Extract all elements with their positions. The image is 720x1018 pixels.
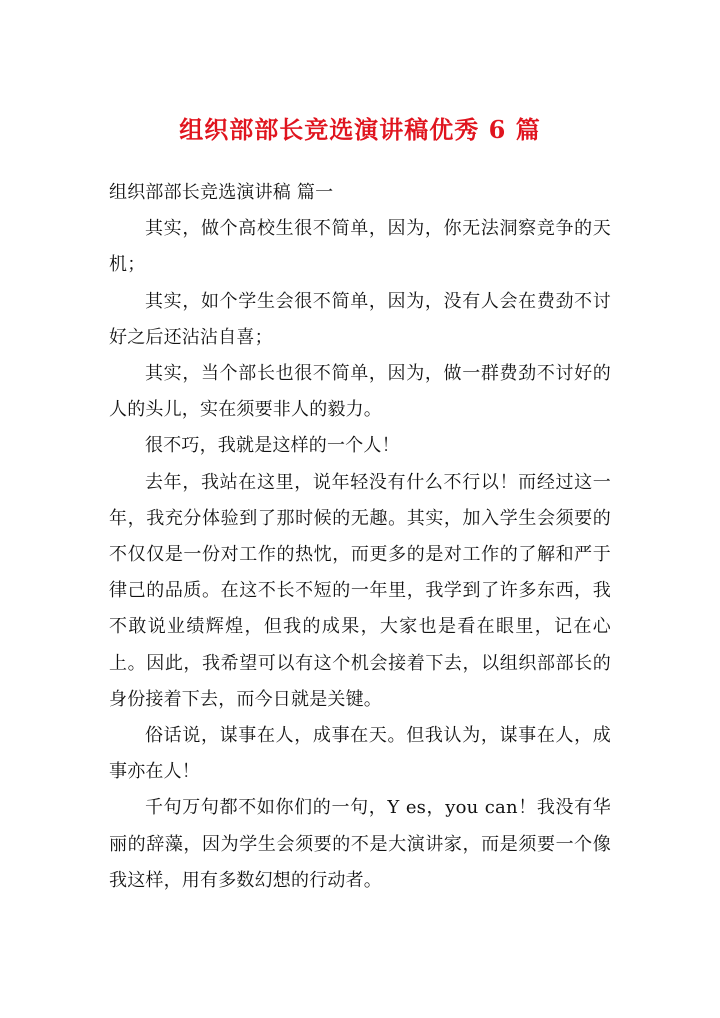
paragraph: 其实，做个高校生很不简单，因为，你无法洞察竞争的天机； — [109, 218, 611, 276]
paragraph: 俗话说，谋事在人，成事在天。但我认为，谋事在人，成事亦在人！ — [109, 725, 611, 783]
document-body — [109, 175, 611, 899]
paragraph: 去年，我站在这里，说年轻没有什么不行以！而经过这一年，我充分体验到了那时候的无趣。其实，加入学生会须要的不仅仅是一份对工作的热忱，而更多的是对工作的了解和严于律己的品质。在这不长不短的一年里，我学到了许多东西，我不敢说业绩辉煌，但我的成果，大家也是看在眼里，记在心上。因此，我希望可以有这个机会接着下去，以组织部部长的身份接着下去，而今日就是关键。 — [109, 471, 611, 710]
paragraph: 千句万句都不如你们的一句，Y es，you can！我没有华丽的辞藻，因为学生会须要的不是大演讲家，而是须要一个像我这样，用有多数幻想的行动者。 — [109, 797, 611, 891]
document-title: 组织部部长竞选演讲稿优秀 6 篇 — [179, 115, 541, 144]
section-heading: 组织部部长竞选演讲稿 篇一 — [109, 182, 334, 203]
paragraph: 很不巧，我就是这样的一个人！ — [145, 435, 400, 457]
paragraph: 其实，如个学生会很不简单，因为，没有人会在费劲不讨好之后还沾沾自喜； — [109, 290, 611, 348]
paragraph: 其实，当个部长也很不简单，因为，做一群费劲不讨好的人的头儿，实在须要非人的毅力。 — [109, 363, 611, 421]
